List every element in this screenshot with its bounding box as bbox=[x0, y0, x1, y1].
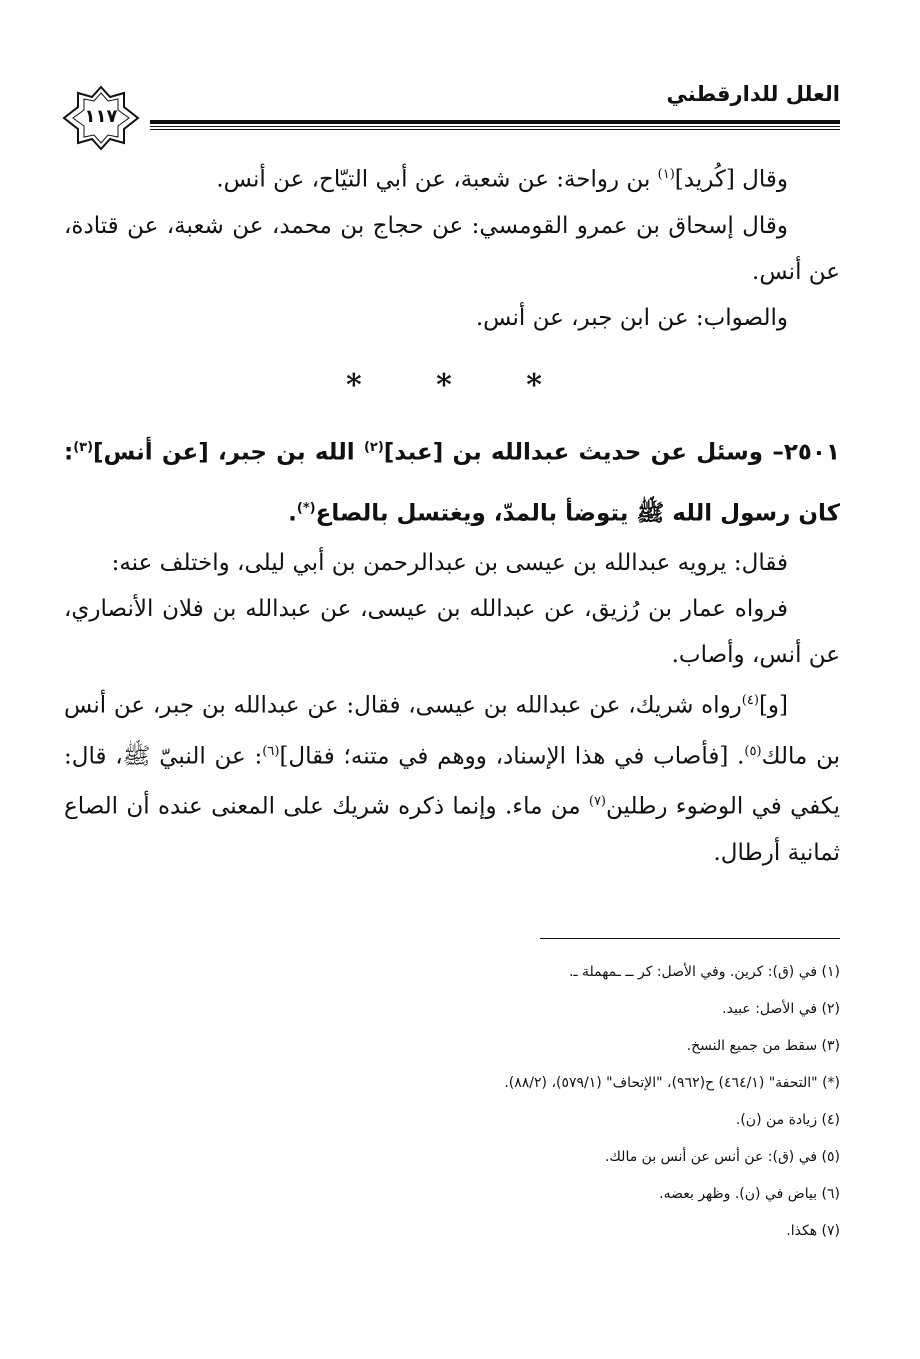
footnote-ref: (١) bbox=[657, 167, 675, 182]
footnote-ref: (٣) bbox=[73, 440, 94, 455]
footnote-ref: (٥) bbox=[744, 743, 762, 759]
footnote: (٦) بياض في (ن). وظهر بعضه. bbox=[659, 1186, 840, 1202]
paragraph: فرواه عمار بن رُزيق، عن عبدالله بن عيسى، عن عبدالله بن فلان الأنصاري، عن أنس، وأصاب. bbox=[64, 596, 840, 668]
footnote: (٣) سقط من جميع النسخ. bbox=[686, 1038, 840, 1054]
footnote: (*) "التحفة" (٤٦٤/١) ح(٩٦٢)، "الإتحاف" (٥٧٩/١)، (٨٨/٢). bbox=[504, 1075, 840, 1091]
footnote-ref: (*) bbox=[296, 500, 316, 516]
page-number: ١١٧ bbox=[84, 106, 118, 127]
section-separator: * * * bbox=[346, 368, 574, 403]
footnote-ref: (٧) bbox=[588, 794, 606, 810]
paragraph: وقال [كُريد]$^{(١)}$ بن رواحة: عن شعبة، عن أبي التيّاح، عن أنس. bbox=[216, 166, 788, 193]
header-rule-thin bbox=[150, 129, 840, 130]
entry-heading: ٢٥٠١– وسئل عن حديث عبدالله بن [عبد]$^{(٢)}$ الله بن جبر، [عن أنس]$^{(٣)}$: كان رسول الله ﷺ يتوضأ بالمدّ، ويغتسل بالصاع(*). bbox=[64, 439, 841, 527]
header-rule bbox=[150, 120, 840, 124]
footnote: (٧) هكذا. bbox=[786, 1223, 840, 1239]
answer-text-block bbox=[64, 540, 840, 876]
footnote: (٤) زيادة من (ن). bbox=[735, 1112, 840, 1128]
paragraph: [و]$^{(٤)}$رواه شريك، عن عبدالله بن عيسى، فقال: عن عبدالله بن جبر، عن أنس بن مالك$^{(٥)}$. [فأصاب في هذا الإسناد، ووهم في متنه؛ فقال]$^{(٦)}$: عن النبيّ ﷺ، قال: يكفي في الوضوء رطلين$^{(٧)}$ من ماء. وإنما ذكره شريك على المعنى عنده أن الصاع ثمانية أرطال. bbox=[64, 692, 840, 866]
footnote-ref: (٤) bbox=[741, 693, 759, 708]
header-rule-thin bbox=[150, 126, 840, 127]
running-header-title: العلل للدارقطني bbox=[666, 82, 840, 106]
paragraph: وقال إسحاق بن عمرو القومسي: عن حجاج بن محمد، عن شعبة، عن قتادة، عن أنس. bbox=[64, 212, 840, 285]
footnote: (٢) في الأصل: عبيد. bbox=[722, 1001, 840, 1017]
paragraph: فقال: يرويه عبدالله بن عيسى بن عبدالرحمن بن أبي ليلى، واختلف عنه: bbox=[111, 550, 788, 576]
footnote-ref: (٦) bbox=[262, 743, 280, 759]
footnote: (٥) في (ق): عن أنس عن أنس بن مالك. bbox=[604, 1149, 840, 1165]
footnotes bbox=[64, 954, 840, 1250]
paragraph: والصواب: عن ابن جبر، عن أنس. bbox=[475, 304, 788, 331]
footnote: (١) في (ق): كرين. وفي الأصل: كر ــ ـمهملة ـ. bbox=[568, 964, 840, 980]
footnote-ref: (٢) bbox=[363, 440, 384, 455]
top-text-block bbox=[64, 152, 840, 341]
footnote-rule bbox=[540, 938, 840, 939]
